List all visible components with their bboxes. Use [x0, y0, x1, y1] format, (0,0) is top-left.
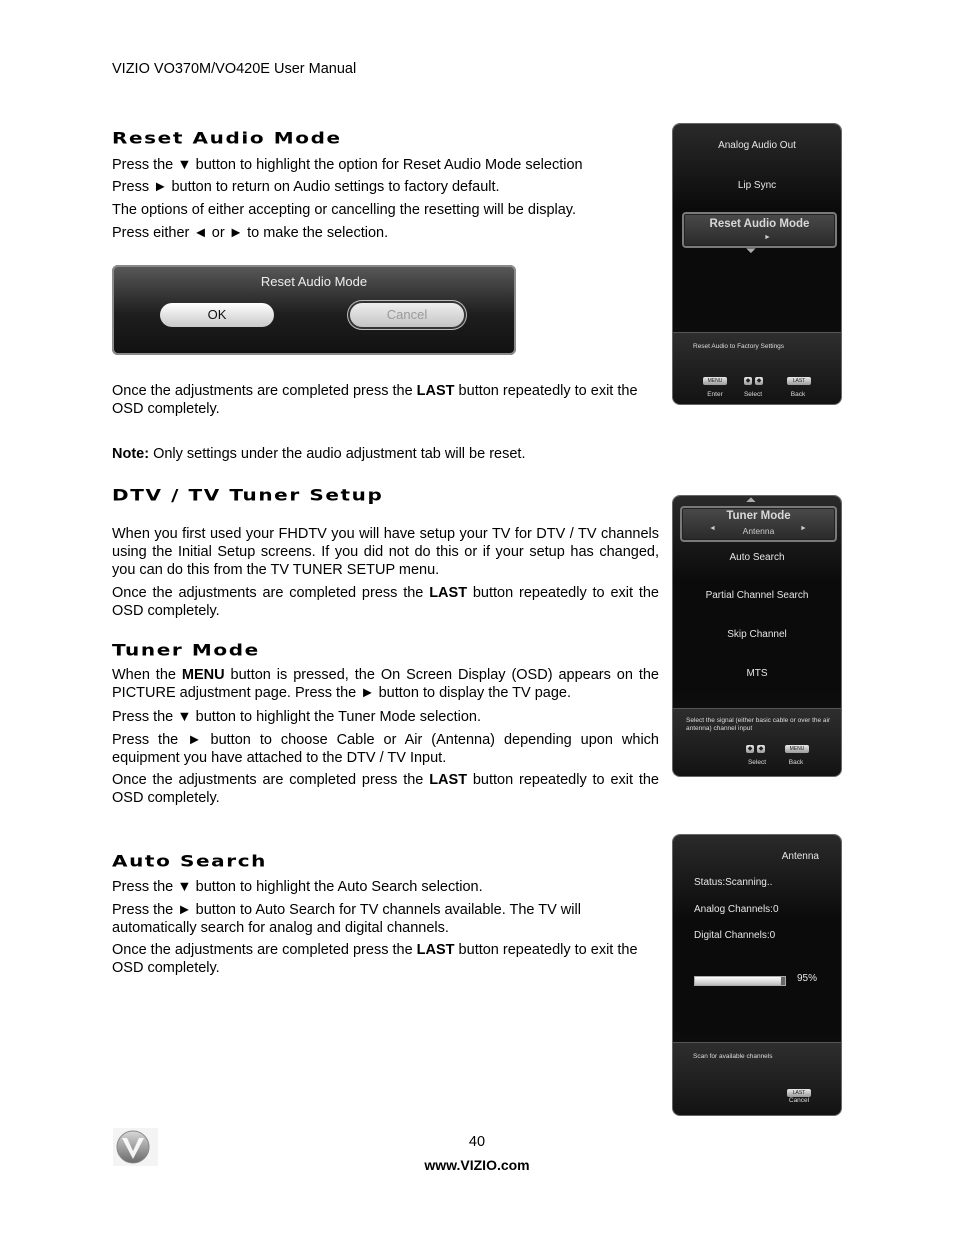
- reset-once-text: Once the adjustments are completed press the LAST button repeatedly to exit the OSD completely.: [112, 383, 638, 417]
- tuner-p2: Press the ▼ button to highlight the Tuner Mode selection.: [112, 709, 482, 725]
- up-down-key-icon: ◆: [758, 746, 764, 752]
- menu-item-mts[interactable]: MTS: [746, 668, 768, 679]
- back-label: Back: [790, 391, 806, 398]
- select-label: Select: [747, 759, 767, 766]
- tuner-p3: Press the ► button to choose Cable or Air (Antenna) depending upon which equipment you have attached to the DTV / TV Input.: [112, 732, 659, 766]
- auto-p1: Press the ▼ button to highlight the Auto Search selection.: [112, 879, 483, 895]
- reset-line-2: Press ► button to return on Audio settings to factory default.: [112, 179, 500, 195]
- left-right-key-icon: ◆: [747, 746, 753, 752]
- cancel-button[interactable]: Cancel: [350, 303, 464, 327]
- reset-line-4: Press either ◄ or ► to make the selection.: [112, 225, 389, 241]
- osd-footer: [673, 708, 841, 776]
- digital-channels: Digital Channels:0: [694, 930, 776, 941]
- reset-note: Note: Only settings under the audio adjustment tab will be reset.: [112, 446, 526, 462]
- down-arrow-icon: ▼: [743, 246, 759, 255]
- menu-item-skip-channel[interactable]: Skip Channel: [727, 629, 787, 640]
- menu-key-icon: MENU: [785, 745, 809, 753]
- running-header: VIZIO VO370M/VO420E User Manual: [112, 61, 357, 77]
- heading-reset-audio-mode: Reset Audio Mode: [112, 128, 342, 148]
- osd-hint: Reset Audio to Factory Settings: [693, 343, 785, 350]
- tuner-mode-value: Antenna: [742, 526, 775, 536]
- page-number: 40: [468, 1134, 486, 1150]
- back-label: Back: [788, 759, 804, 766]
- osd-hint: Scan for available channels: [693, 1053, 773, 1060]
- select-label: Select: [743, 391, 763, 398]
- heading-dtv-tuner-setup: DTV / TV Tuner Setup: [112, 485, 384, 505]
- dtv-intro: When you first used your FHDTV you will have setup your TV for DTV / TV channels using the Initial Setup screens. If you did not do this or if your setup has changed, you can do this from the TV TUNER SETUP menu.: [112, 526, 659, 578]
- footer-url[interactable]: www.VIZIO.com: [424, 1157, 530, 1173]
- dtv-once-text: Once the adjustments are completed press the LAST button repeatedly to exit the OSD completely.: [112, 585, 659, 619]
- tuner-once-text: Once the adjustments are completed press the LAST button repeatedly to exit the OSD completely.: [112, 772, 659, 806]
- heading-auto-search: Auto Search: [112, 851, 268, 871]
- last-key-icon: LAST: [787, 1089, 811, 1097]
- reset-line-1: Press the ▼ button to highlight the option for Reset Audio Mode selection: [112, 157, 583, 173]
- osd-tuner-menu: [673, 496, 841, 776]
- auto-p2: Press the ► button to Auto Search for TV channels available. The TV will automatically search for analog and digital channels.: [112, 902, 581, 936]
- menu-item-auto-search[interactable]: Auto Search: [729, 552, 785, 563]
- heading-tuner-mode: Tuner Mode: [112, 640, 260, 660]
- osd-auto-search: [673, 835, 841, 1115]
- menu-item-reset-audio-mode[interactable]: [682, 212, 837, 248]
- osd-footer: [673, 1042, 841, 1115]
- source-label: Antenna: [781, 851, 819, 862]
- progress-fill: [695, 977, 781, 985]
- auto-once-text: Once the adjustments are completed press the LAST button repeatedly to exit the OSD completely.: [112, 942, 638, 976]
- reset-audio-dialog: [112, 265, 516, 355]
- last-key-icon: LAST: [787, 377, 811, 385]
- cancel-label: Cancel: [788, 1097, 810, 1104]
- up-down-key-icon: ◆: [756, 378, 762, 384]
- selected-item-label: Reset Audio Mode: [709, 218, 810, 230]
- scan-status: Status:Scanning..: [694, 877, 773, 888]
- left-arrow-icon: ◄: [709, 525, 716, 532]
- menu-item-analog-audio-out[interactable]: Analog Audio Out: [718, 140, 796, 151]
- selected-item-label: Tuner Mode: [726, 510, 791, 522]
- menu-item-lip-sync[interactable]: Lip Sync: [737, 180, 777, 191]
- reset-line-3: The options of either accepting or cancelling the resetting will be display.: [112, 202, 576, 218]
- progress-bar: [694, 976, 786, 986]
- osd-footer: [673, 332, 841, 404]
- osd-audio-menu: [673, 124, 841, 404]
- ok-button[interactable]: OK: [160, 303, 274, 327]
- progress-percent: 95%: [797, 973, 818, 984]
- osd-hint: Select the signal (either basic cable or over the air antenna) channel input: [686, 717, 831, 732]
- right-arrow-icon: ►: [800, 525, 807, 532]
- up-arrow-icon: ▲: [743, 496, 759, 504]
- menu-key-icon: MENU: [703, 377, 727, 385]
- analog-channels: Analog Channels:0: [694, 904, 779, 915]
- left-right-key-icon: ◆: [745, 378, 751, 384]
- dialog-title: Reset Audio Mode: [260, 274, 368, 289]
- menu-item-partial-channel-search[interactable]: Partial Channel Search: [705, 590, 809, 601]
- enter-label: Enter: [707, 391, 723, 398]
- menu-item-tuner-mode[interactable]: [680, 506, 837, 542]
- tuner-p1: When the MENU button is pressed, the On Screen Display (OSD) appears on the PICTURE adjustment page. Press the ► button to display the TV page.: [112, 667, 660, 701]
- right-arrow-icon: ►: [764, 234, 771, 241]
